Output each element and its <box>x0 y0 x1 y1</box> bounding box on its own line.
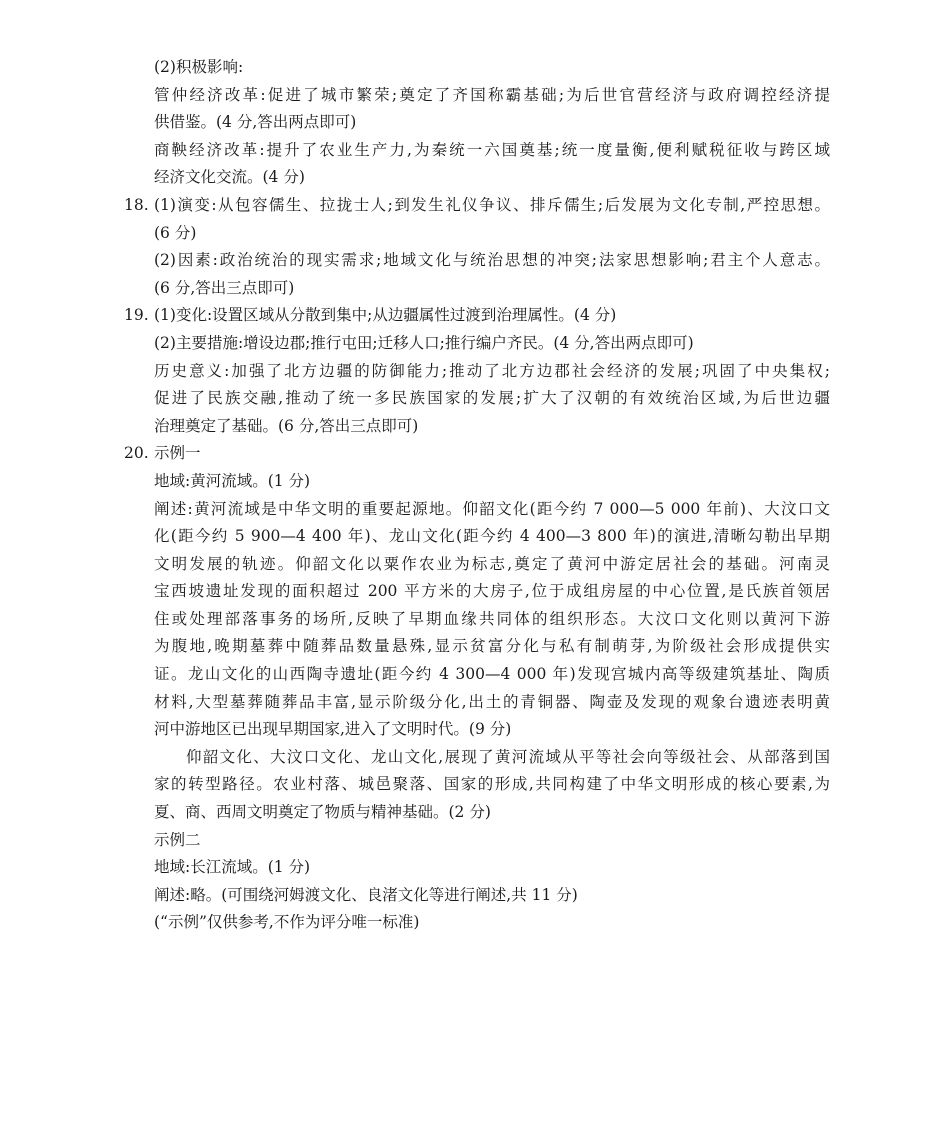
q20-example1-title-line <box>124 440 830 468</box>
q17-guanzhong-line2: 供借鉴。(4 分,答出两点即可) <box>154 113 357 132</box>
q20-example1-conclusion-line1: 仰韶文化、大汶口文化、龙山文化,展现了黄河流域从平等社会向等级社会、从部落到国 <box>186 747 830 766</box>
q20-example2-body: 阐述:略。(可围绕河姆渡文化、良渚文化等进行阐述,共 11 分) <box>154 885 578 904</box>
q20-example1-body-line9: 河中游地区已出现早期国家,进入了文明时代。(9 分) <box>154 720 512 739</box>
q19-p1-text: (1)变化:设置区域从分散到集中;从边疆属性过渡到治理属性。(4 分) <box>154 306 617 325</box>
q19-significance-line1: 历史意义:加强了北方边疆的防御能力;推动了北方边郡社会经济的发展;巩固了中央集权; <box>154 361 830 380</box>
answer-key-page <box>124 54 830 937</box>
q20-example1-body-line3: 文明发展的轨迹。仰韶文化以粟作农业为标志,奠定了黄河中游定居社会的基础。河南灵 <box>154 554 830 573</box>
q20-example1-conclusion-line3: 夏、商、西周文明奠定了物质与精神基础。(2 分) <box>154 803 491 822</box>
q20-example1-region: 地域:黄河流域。(1 分) <box>154 471 311 490</box>
q18-p2-line2: (6 分,答出三点即可) <box>154 278 295 297</box>
q20-example1-body-line4: 宝西坡遗址发现的面积超过 200 平方米的大房子,位于成组房屋的中心位置,是氏族首领居 <box>154 582 830 601</box>
q18-p2-line1: (2)因素:政治统治的现实需求;地域文化与统治思想的冲突;法家思想影响;君主个人意志。 <box>154 251 830 270</box>
q18-number: 18. <box>124 195 149 214</box>
q17-part2-title: (2)积极影响: <box>154 58 244 76</box>
q19-significance-line3: 治理奠定了基础。(6 分,答出三点即可) <box>154 416 419 435</box>
q20-example1-body-line7: 证。龙山文化的山西陶寺遗址(距今约 4 300—4 000 年)发现宫城内高等级建筑基址、陶质 <box>154 665 830 684</box>
q19-significance-line2: 促进了民族交融,推动了统一多民族国家的发展;扩大了汉朝的有效统治区域,为后世边疆 <box>154 389 830 408</box>
q18-p1-text: (1)演变:从包容儒生、拉拢士人;到发生礼仪争议、排斥儒生;后发展为文化专制,严控思想。 <box>154 195 830 214</box>
q18-p1-line1 <box>124 192 830 220</box>
q18-p1-line2: (6 分) <box>154 223 197 242</box>
q20-example1-body-line8: 材料,大型墓葬随葬品丰富,显示阶级分化,出土的青铜器、陶壶及发现的观象台遗迹表明黄 <box>154 692 830 711</box>
q20-example1-conclusion-line2: 家的转型路径。农业村落、城邑聚落、国家的形成,共同构建了中华文明形成的核心要素,为 <box>154 775 830 794</box>
q19-number: 19. <box>124 306 149 325</box>
q20-note: (“示例”仅供参考,不作为评分唯一标准) <box>154 913 420 932</box>
q17-shangyang-line2: 经济文化交流。(4 分) <box>154 168 305 187</box>
q17-shangyang-line1: 商鞅经济改革:提升了农业生产力,为秦统一六国奠基;统一度量衡,便利赋税征收与跨区域 <box>154 140 830 159</box>
q20-example1-body-line5: 住或处理部落事务的场所,反映了早期血缘共同体的组织形态。大汶口文化则以黄河下游 <box>154 609 830 628</box>
q20-example1-body-line2: 化(距今约 5 900—4 400 年)、龙山文化(距今约 4 400—3 800 年)的演进,清晰勾勒出早期 <box>154 527 830 546</box>
q20-example1-body-line6: 为腹地,晚期墓葬中随葬品数量悬殊,显示贫富分化与私有制萌芽,为阶级社会形成提供实 <box>154 637 830 656</box>
q20-example1-body-line1: 阐述:黄河流域是中华文明的重要起源地。仰韶文化(距今约 7 000—5 000 年前)、大汶口文 <box>154 499 830 518</box>
q17-guanzhong-line1: 管仲经济改革:促进了城市繁荣;奠定了齐国称霸基础;为后世官营经济与政府调控经济提 <box>154 85 830 104</box>
q20-number: 20. <box>124 444 149 463</box>
q19-p2-line: (2)主要措施:增设边郡;推行屯田;迁移人口;推行编户齐民。(4 分,答出两点即可) <box>154 333 694 352</box>
q20-example2-title: 示例二 <box>154 830 201 849</box>
q20-example1-title: 示例一 <box>154 444 201 463</box>
q19-p1-line <box>124 302 830 330</box>
q20-example2-region: 地域:长江流域。(1 分) <box>154 858 311 877</box>
